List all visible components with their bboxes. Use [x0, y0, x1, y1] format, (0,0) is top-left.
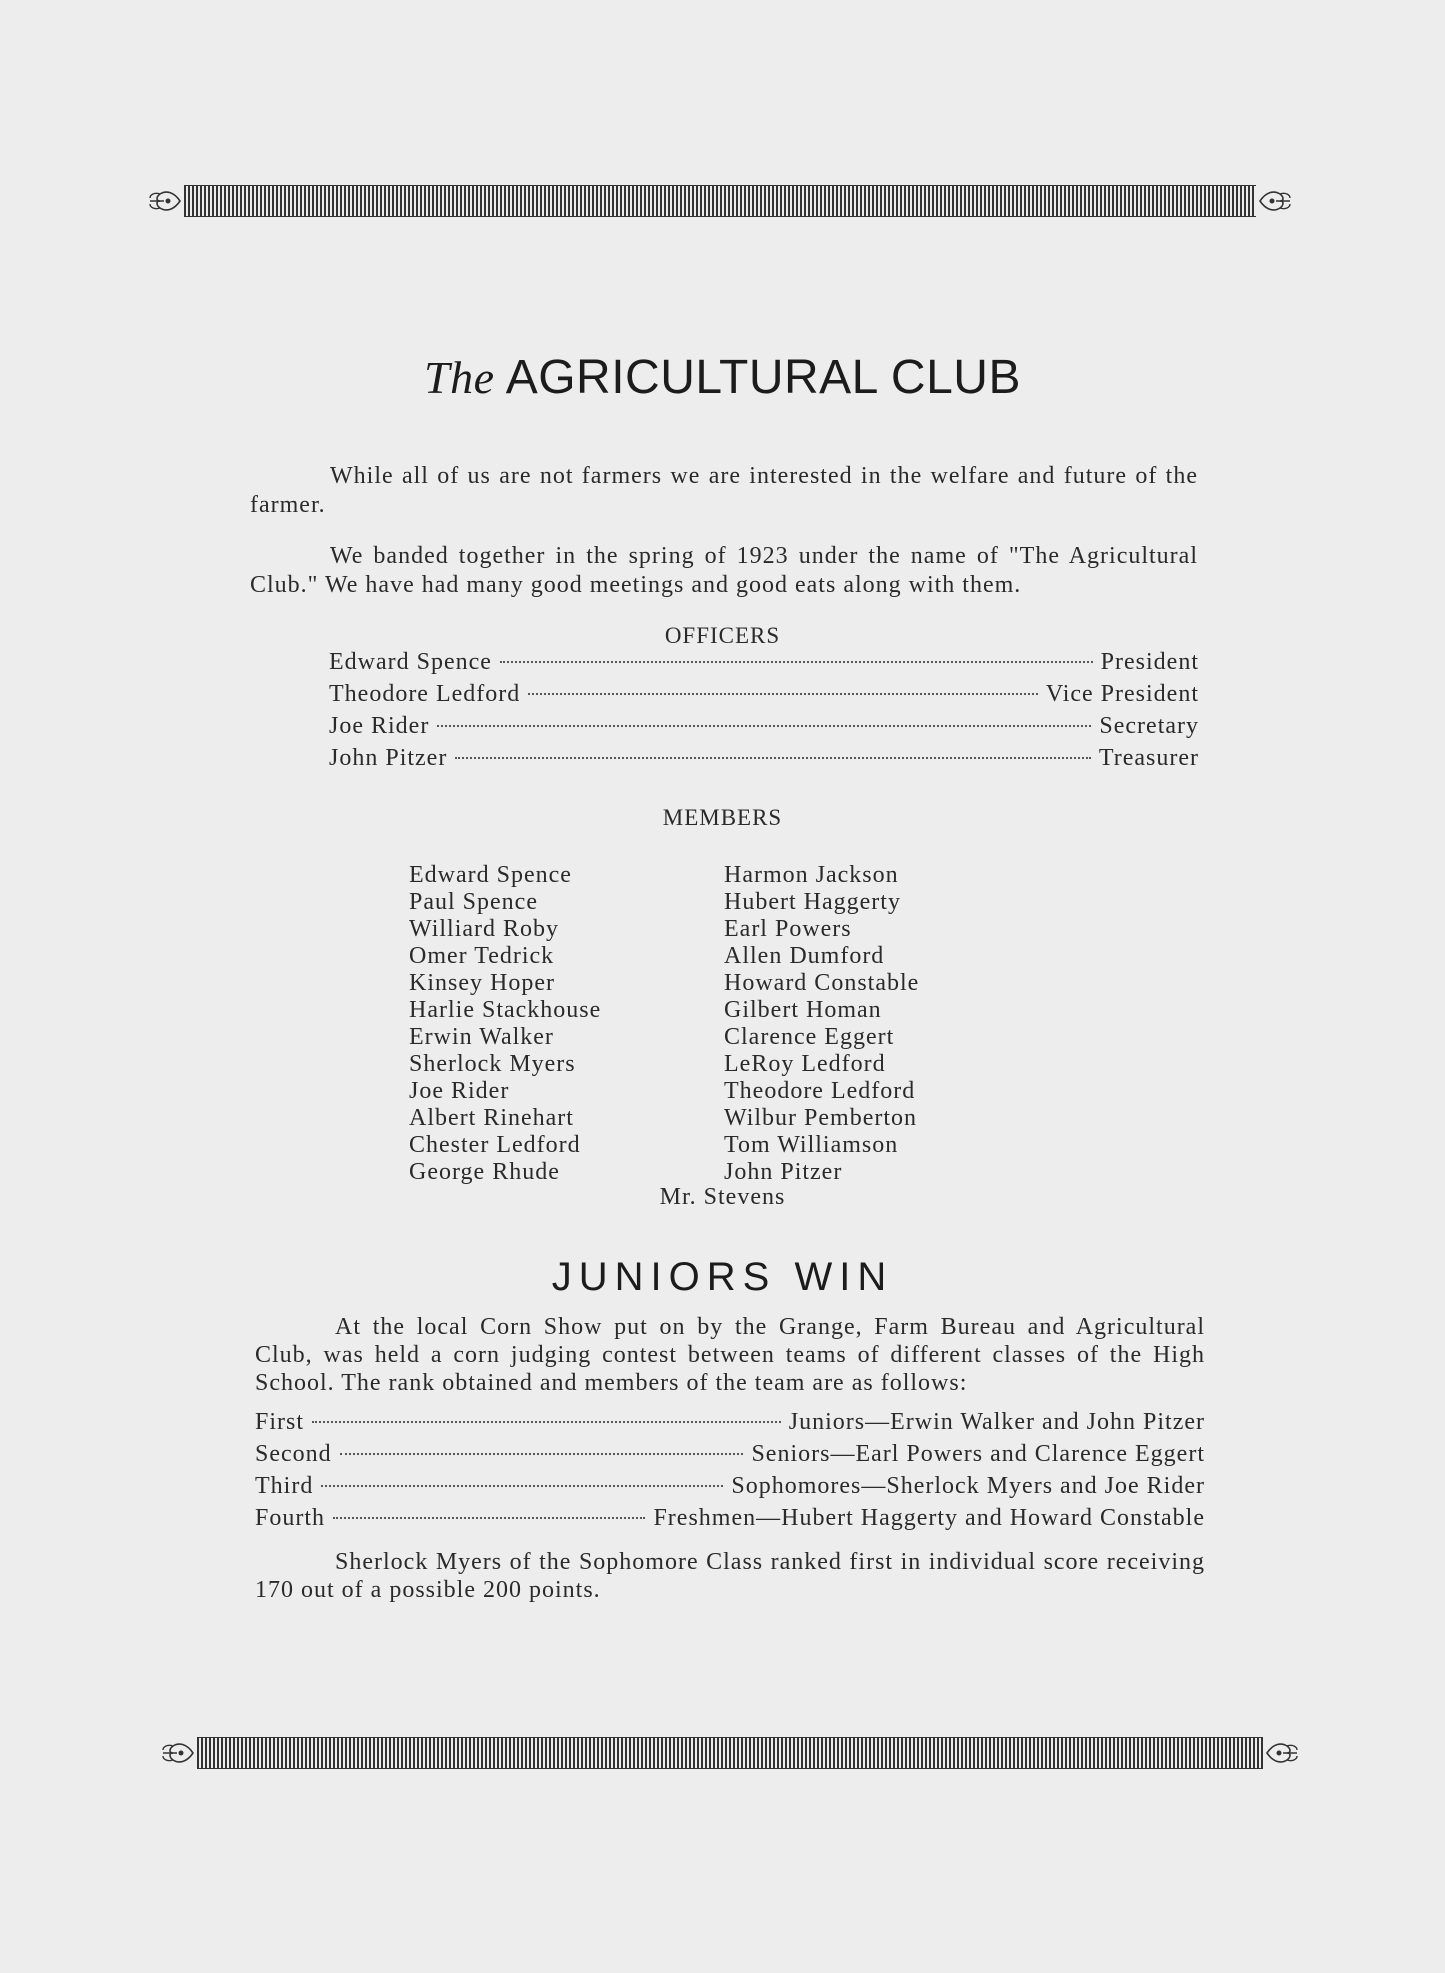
member-name: George Rhude	[409, 1159, 560, 1185]
dot-leader	[437, 724, 1091, 727]
dot-leader	[340, 1452, 744, 1455]
rank-row	[255, 1441, 1205, 1473]
top-border-rule	[146, 184, 1294, 218]
officers-heading: OFFICERS	[664, 623, 781, 648]
member-name: Erwin Walker	[409, 1024, 554, 1050]
dot-leader	[500, 660, 1093, 663]
intro-paragraph-2: We banded together in the spring of 1923 under the name of "The Agricultural Club." We have had many good meetings and good eats along with them.	[250, 543, 1198, 598]
rank-place: Second	[255, 1441, 332, 1467]
page-title	[0, 350, 1445, 405]
member-name: Omer Tedrick	[409, 943, 555, 969]
member-name: Earl Powers	[724, 916, 852, 942]
rank-place: First	[255, 1409, 305, 1435]
member-name: Allen Dumford	[724, 943, 885, 969]
dot-leader	[321, 1484, 723, 1487]
rank-row	[255, 1505, 1205, 1537]
fleuron-icon	[1256, 184, 1294, 218]
officer-name: Theodore Ledford	[329, 681, 521, 707]
member-name: Theodore Ledford	[724, 1078, 916, 1104]
club-advisor: Mr. Stevens	[659, 1184, 786, 1210]
dot-leader	[312, 1420, 781, 1423]
rank-list	[255, 1409, 1205, 1537]
member-name: John Pitzer	[724, 1159, 843, 1185]
rank-row	[255, 1409, 1205, 1441]
member-name: Williard Roby	[409, 916, 560, 942]
title-prefix: The	[424, 352, 495, 403]
juniors-win-heading: JUNIORS WIN	[551, 1255, 894, 1299]
member-name: Sherlock Myers	[409, 1051, 576, 1077]
member-name: Wilbur Pemberton	[724, 1105, 917, 1131]
rank-place: Fourth	[255, 1505, 326, 1531]
rank-team: Juniors—Erwin Walker and John Pitzer	[788, 1409, 1205, 1435]
officer-row	[329, 713, 1199, 745]
fleuron-icon	[146, 184, 184, 218]
member-name: Harmon Jackson	[724, 862, 899, 888]
officer-role: Vice President	[1045, 681, 1199, 707]
officer-role: Treasurer	[1098, 745, 1199, 771]
officers-list	[329, 649, 1199, 777]
officer-role: Secretary	[1099, 713, 1199, 739]
dot-leader	[455, 756, 1091, 759]
officer-row	[329, 681, 1199, 713]
member-name: Howard Constable	[724, 970, 920, 996]
members-right-column	[724, 862, 919, 1186]
closing-paragraph: Sherlock Myers of the Sophomore Class ranked first in individual score receiving 170 out of a possible 200 points.	[255, 1549, 1205, 1603]
intro-paragraph-1: While all of us are not farmers we are interested in the welfare and future of the farmer.	[250, 463, 1198, 518]
member-name: LeRoy Ledford	[724, 1051, 886, 1077]
fleuron-icon	[1263, 1736, 1301, 1770]
member-name: Joe Rider	[409, 1078, 510, 1104]
fleuron-icon	[159, 1736, 197, 1770]
member-name: Harlie Stackhouse	[409, 997, 602, 1023]
officer-name: John Pitzer	[329, 745, 448, 771]
members-heading: MEMBERS	[662, 805, 783, 830]
member-name: Tom Williamson	[724, 1132, 899, 1158]
member-name: Gilbert Homan	[724, 997, 882, 1023]
bottom-border-rule	[159, 1736, 1301, 1770]
member-name: Albert Rinehart	[409, 1105, 574, 1131]
rank-team: Freshmen—Hubert Haggerty and Howard Constable	[653, 1505, 1205, 1531]
rank-place: Third	[255, 1473, 314, 1499]
officer-name: Joe Rider	[329, 713, 430, 739]
member-name: Kinsey Hoper	[409, 970, 555, 996]
officer-row	[329, 649, 1199, 681]
rank-team: Sophomores—Sherlock Myers and Joe Rider	[731, 1473, 1205, 1499]
members-left-column	[409, 862, 601, 1186]
rank-team: Seniors—Earl Powers and Clarence Eggert	[751, 1441, 1205, 1467]
officer-row	[329, 745, 1199, 777]
corn-show-paragraph: At the local Corn Show put on by the Grange, Farm Bureau and Agricultural Club, was held a corn judging contest between teams of different classes of the High School. The rank obtained and members of the team are as follows:	[255, 1314, 1205, 1396]
border-stripes	[197, 1737, 1263, 1769]
member-name: Hubert Haggerty	[724, 889, 901, 915]
member-name: Paul Spence	[409, 889, 538, 915]
dot-leader	[333, 1516, 645, 1519]
border-stripes	[184, 185, 1256, 217]
member-name: Edward Spence	[409, 862, 572, 888]
dot-leader	[528, 692, 1038, 695]
member-name: Chester Ledford	[409, 1132, 581, 1158]
rank-row	[255, 1473, 1205, 1505]
member-name: Clarence Eggert	[724, 1024, 895, 1050]
title-main: AGRICULTURAL CLUB	[505, 351, 1021, 404]
officer-role: President	[1100, 649, 1199, 675]
officer-name: Edward Spence	[329, 649, 492, 675]
